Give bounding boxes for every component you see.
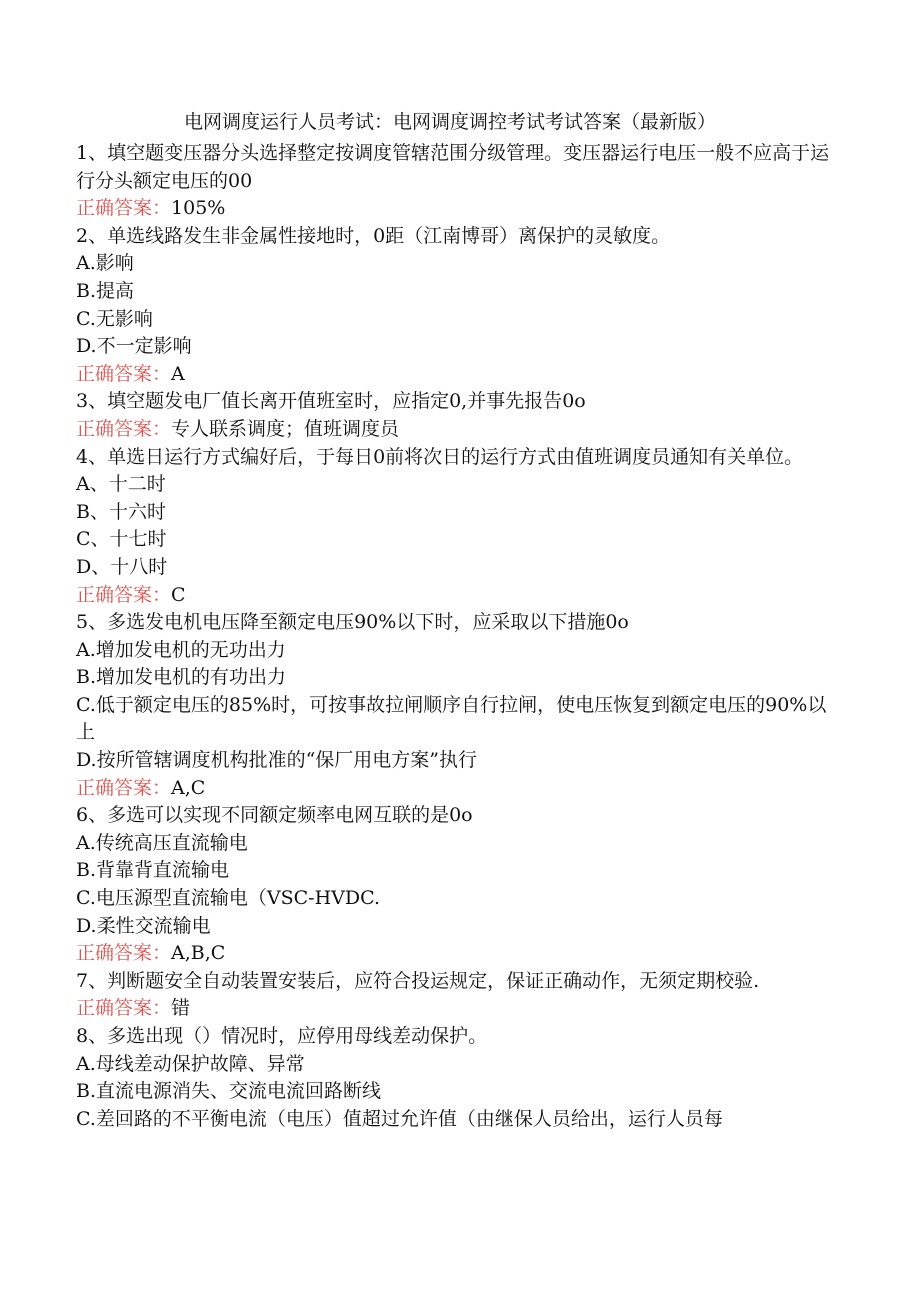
question-option: D.柔性交流输电 (76, 914, 211, 937)
question-block (76, 968, 836, 1023)
question-stem: 2、单选线路发生非金属性接地时，0距（江南博哥）离保护的灵敏度。 (76, 224, 671, 247)
question-option: A.增加发电机的无功出力 (76, 638, 286, 661)
question-option: B.背靠背直流输电 (76, 859, 230, 882)
answer-line (76, 775, 836, 803)
question-option: B、十六时 (76, 500, 166, 523)
answer-label: 正确答案： (76, 417, 172, 440)
question-option: B.提高 (76, 279, 135, 302)
answer-value: 错 (171, 997, 191, 1020)
question-block (76, 444, 836, 610)
question-stem: 6、多选可以实现不同额定频率电网互联的是0o (76, 804, 473, 827)
question-stem: 3、填空题发电厂值长离开值班室时，应指定0,并事先报告0o (76, 390, 586, 413)
question-block (76, 223, 836, 389)
answer-line (76, 940, 836, 968)
answer-value: A (171, 362, 185, 385)
question-block (76, 388, 836, 443)
answer-label: 正确答案： (76, 362, 172, 385)
question-stem: 5、多选发电机电压降至额定电压90%以下时，应采取以下措施0o (76, 611, 629, 634)
question-block (76, 140, 836, 223)
question-stem: 1、填空题变压器分头选择整定按调度管辖范围分级管理。变压器运行电压一般不应高于运行分头额定电压的00 (76, 142, 830, 192)
question-option: C.无影响 (76, 307, 153, 330)
question-option: C.差回路的不平衡电流（电压）值超过允许值（由继保人员给出，运行人员每 (76, 1107, 723, 1130)
answer-line (76, 195, 836, 223)
answer-value: C (171, 583, 186, 606)
answer-label: 正确答案： (76, 997, 172, 1020)
question-option: B.直流电源消失、交流电流回路断线 (76, 1080, 382, 1103)
question-option: A.母线差动保护故障、异常 (76, 1052, 305, 1075)
document-page (76, 104, 836, 1133)
answer-line (76, 416, 836, 444)
question-block (76, 609, 836, 802)
answer-value: A,C (171, 776, 206, 799)
answer-line (76, 361, 836, 389)
answer-line (76, 582, 836, 610)
question-option: C.电压源型直流输电（VSC-HVDC. (76, 887, 381, 910)
answer-label: 正确答案： (76, 942, 172, 965)
answer-line (76, 995, 836, 1023)
question-option: A.传统高压直流输电 (76, 831, 248, 854)
page-title: 电网调度运行人员考试：电网调度调控考试考试答案（最新版） (183, 111, 716, 133)
question-option: D、十八时 (76, 555, 168, 578)
answer-label: 正确答案： (76, 197, 172, 220)
question-option: A.影响 (76, 252, 134, 275)
answer-value: 专人联系调度；值班调度员 (171, 417, 400, 440)
answer-label: 正确答案： (76, 776, 172, 799)
question-stem: 8、多选出现（）情况时，应停用母线差动保护。 (76, 1025, 488, 1047)
question-stem: 4、单选日运行方式编好后，于每日0前将次日的运行方式由值班调度员通知有关单位。 (76, 445, 804, 468)
question-block (76, 802, 836, 968)
question-list (76, 140, 836, 1133)
question-option: C、十七时 (76, 528, 167, 551)
question-option: D.不一定影响 (76, 335, 192, 358)
answer-label: 正确答案： (76, 583, 172, 606)
answer-value: A,B,C (171, 942, 226, 965)
question-option: B.增加发电机的有功出力 (76, 666, 287, 689)
question-stem: 7、判断题安全自动装置安装后，应符合投运规定，保证正确动作，无须定期校验. (76, 969, 760, 992)
question-block (76, 1023, 836, 1133)
question-option: A、十二时 (76, 473, 166, 496)
question-option: C.低于额定电压的85%时，可按事故拉闸顺序自行拉闸，使电压恢复到额定电压的90%以上 (76, 693, 827, 744)
question-option: D.按所管辖调度机构批准的“保厂用电方案”执行 (76, 749, 478, 772)
answer-value: 105% (171, 197, 226, 220)
